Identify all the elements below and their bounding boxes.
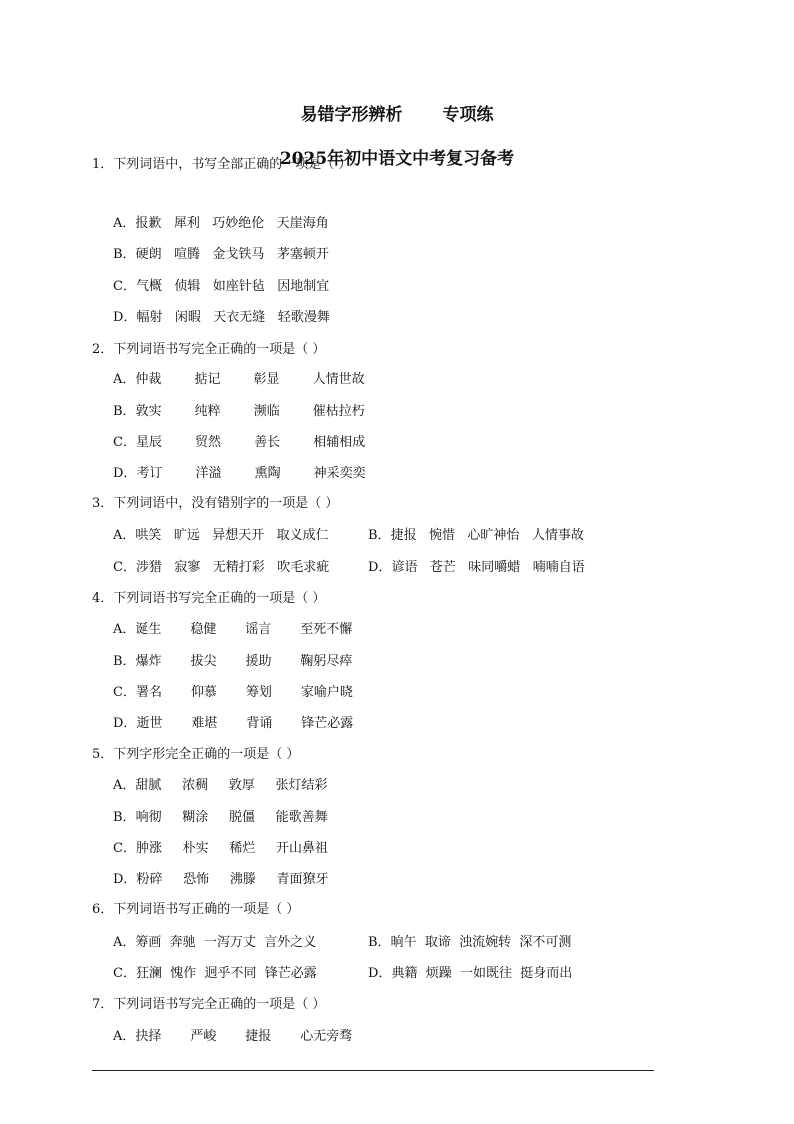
question-4-option-c: C．署名 仰慕 筹划 家喻户晓 — [113, 685, 353, 700]
question-3-option-a: A．哄笑 旷远 异想天开 取义成仁 — [113, 528, 329, 543]
page-subtitle: 2025年初中语文中考复习备考 — [279, 149, 515, 169]
question-3-stem: 3．下列词语中，没有错别字的一项是（ ） — [92, 496, 339, 511]
question-1-stem: 1．下列词语中，书写全部正确的一项是（ ） — [92, 157, 352, 172]
question-2-option-a: A．仲裁 掂记 彰显 人情世故 — [113, 372, 365, 387]
question-1-option-c: C．气概 侦辑 如座针毡 因地制宜 — [113, 279, 330, 294]
question-6-option-b: B．晌午 取谛 浊流婉转 深不可测 — [368, 935, 572, 950]
question-7-option-a: A．抉择 严峻 捷报 心无旁骛 — [113, 1029, 353, 1044]
question-1-option-b: B．硬朗 喧腾 金戈铁马 茅塞顿开 — [113, 247, 329, 262]
question-5-option-b: B．响彻 糊涂 脱僵 能歌善舞 — [113, 810, 328, 825]
question-3-option-d: D．谚语 苍芒 味同嚼蜡 喃喃自语 — [368, 560, 585, 575]
page-title — [0, 100, 794, 125]
question-6-option-a: A．筹画 奔驰 一泻万丈 言外之义 — [113, 935, 317, 950]
question-2-option-b: B．敦实 纯粹 濒临 催枯拉朽 — [113, 404, 365, 419]
question-2-option-c: C．星辰 贸然 善长 相辅相成 — [113, 435, 366, 450]
footer-divider — [92, 1070, 654, 1071]
question-4-option-d: D．逝世 难堪 背诵 锋芒必露 — [113, 716, 354, 731]
question-3-option-c: C．涉猎 寂寥 无精打彩 吹毛求疵 — [113, 560, 330, 575]
question-7-stem: 7．下列词语书写完全正确的一项是（ ） — [92, 997, 326, 1012]
question-1-option-d: D．幅射 闲暇 天衣无缝 轻歌漫舞 — [113, 310, 330, 325]
question-5-option-c: C．肿涨 朴实 稀烂 开山鼻祖 — [113, 841, 329, 856]
title-part1: 易错字形辨析 — [300, 105, 403, 125]
question-6-option-c: C．狂澜 愧作 迥乎不同 锋芒必露 — [113, 966, 317, 981]
question-1-option-a: A．报歉 犀利 巧妙绝伦 天崖海角 — [113, 216, 329, 231]
question-6-option-d: D．典籍 烦躁 一如既往 挺身而出 — [368, 966, 573, 981]
question-2-option-d: D．考订 洋溢 熏陶 神采奕奕 — [113, 466, 366, 481]
question-4-stem: 4．下列词语书写完全正确的一项是（ ） — [92, 591, 326, 606]
question-4-option-a: A．诞生 稳健 谣言 至死不懈 — [113, 622, 353, 637]
question-3-option-b: B．捷报 惋惜 心旷神怡 人情事故 — [368, 528, 584, 543]
title-part2: 专项练 — [442, 105, 494, 125]
question-5-stem: 5．下列字形完全正确的一项是（ ） — [92, 747, 300, 762]
question-5-option-a: A．甜腻 浓稠 敦厚 张灯结彩 — [113, 778, 328, 793]
question-6-stem: 6．下列词语书写正确的一项是（ ） — [92, 902, 300, 917]
question-2-stem: 2．下列词语书写完全正确的一项是（ ） — [92, 342, 326, 357]
question-5-option-d: D．粉碎 恐怖 沸滕 青面獠牙 — [113, 872, 329, 887]
question-4-option-b: B．爆炸 拔尖 援助 鞠躬尽瘁 — [113, 654, 353, 669]
